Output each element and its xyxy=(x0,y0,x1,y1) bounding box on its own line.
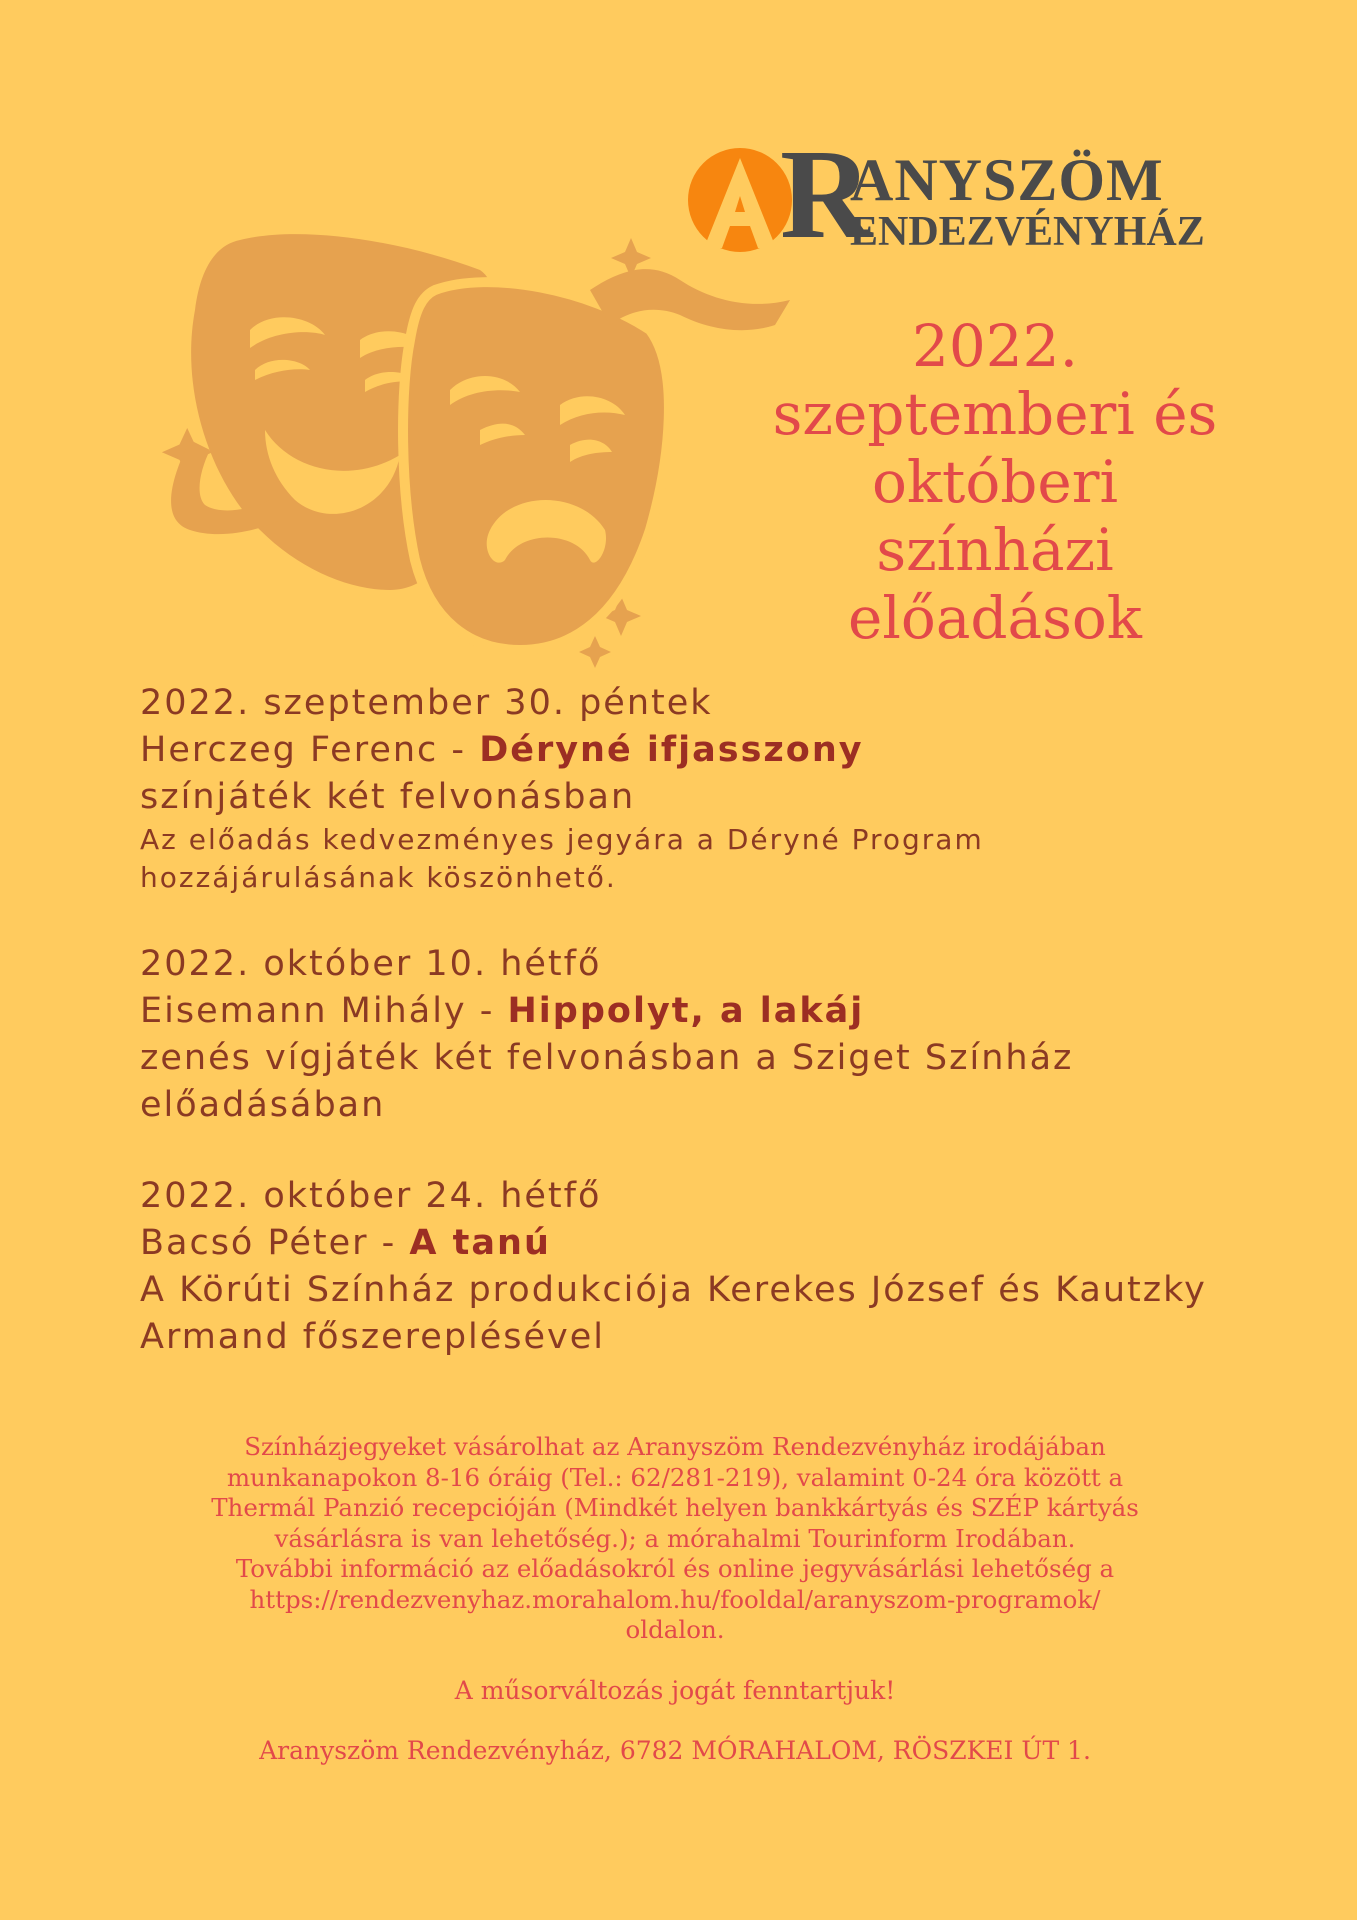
event-note: Az előadás kedvezményes jegyára a Déryné Program xyxy=(140,823,984,856)
event-description: A Körúti Színház produkciója Kerekes József és Kautzky xyxy=(140,1270,1207,1310)
title-line: előadások xyxy=(848,584,1142,652)
page-title xyxy=(760,312,1230,652)
info-line: További információ az előadásokról és online jegyvásárlási lehetőség a xyxy=(235,1554,1115,1583)
title-line: színházi xyxy=(876,516,1114,584)
title-line: 2022. xyxy=(911,312,1079,380)
event-play: Déryné ifjasszony xyxy=(479,730,864,770)
event-description: zenés vígjáték két felvonásban a Sziget Színház xyxy=(140,1038,1074,1078)
title-line: szeptemberi és xyxy=(772,380,1218,448)
event-title xyxy=(140,727,1280,774)
sparkle-icon xyxy=(579,636,611,668)
event-item xyxy=(140,680,1280,897)
event-play: A tanú xyxy=(409,1223,551,1263)
info-line: Színházjegyeket vásárolhat az Aranyszöm Rendezvényház irodájában xyxy=(244,1432,1106,1461)
event-note: hozzájárulásának köszönhető. xyxy=(140,861,617,894)
event-title xyxy=(140,988,1280,1035)
event-description: előadásában xyxy=(140,1085,386,1125)
ticket-info xyxy=(140,1432,1210,1766)
logo-big-letter: R xyxy=(780,123,873,265)
title-line: októberi xyxy=(871,448,1119,516)
event-author: Herczeg Ferenc - xyxy=(140,730,480,770)
info-line: oldalon. xyxy=(625,1615,725,1644)
logo-line1: ANYSZÖM xyxy=(850,147,1164,213)
event-description: Armand főszereplésével xyxy=(140,1317,606,1357)
event-item xyxy=(140,1173,1280,1361)
aranyszom-logo xyxy=(680,123,1215,265)
event-date: 2022. szeptember 30. péntek xyxy=(140,683,713,723)
event-item xyxy=(140,941,1280,1129)
event-date: 2022. október 10. hétfő xyxy=(140,944,602,984)
event-author: Bacsó Péter - xyxy=(140,1223,410,1263)
event-author: Eisemann Mihály - xyxy=(140,991,508,1031)
venue-address: Aranyszöm Rendezvényház, 6782 MÓRAHALOM, RÖSZKEI ÚT 1. xyxy=(259,1735,1091,1765)
theater-masks-icon xyxy=(150,230,790,690)
event-description: színjáték két felvonásban xyxy=(140,777,636,817)
program-change-notice: A műsorváltozás jogát fenntartjuk! xyxy=(454,1675,896,1705)
event-title xyxy=(140,1220,1280,1267)
logo-line2: ENDEZVÉNYHÁZ xyxy=(850,209,1205,255)
event-date: 2022. október 24. hétfő xyxy=(140,1176,602,1216)
info-line: Thermál Panzió recepcióján (Mindkét helyen bankkártyás és SZÉP kártyás xyxy=(211,1493,1139,1522)
event-list xyxy=(140,680,1280,1405)
info-line: munkanapokon 8-16 óráig (Tel.: 62/281-219), valamint 0-24 óra között a xyxy=(226,1462,1124,1492)
ticket-url-link[interactable]: https://rendezvenyhaz.morahalom.hu/fooldal/aranyszom-programok/ xyxy=(249,1584,1101,1614)
info-line: vásárlásra is van lehetőség.); a mórahalmi Tourinform Irodában. xyxy=(274,1523,1076,1553)
event-play: Hippolyt, a lakáj xyxy=(507,991,865,1031)
